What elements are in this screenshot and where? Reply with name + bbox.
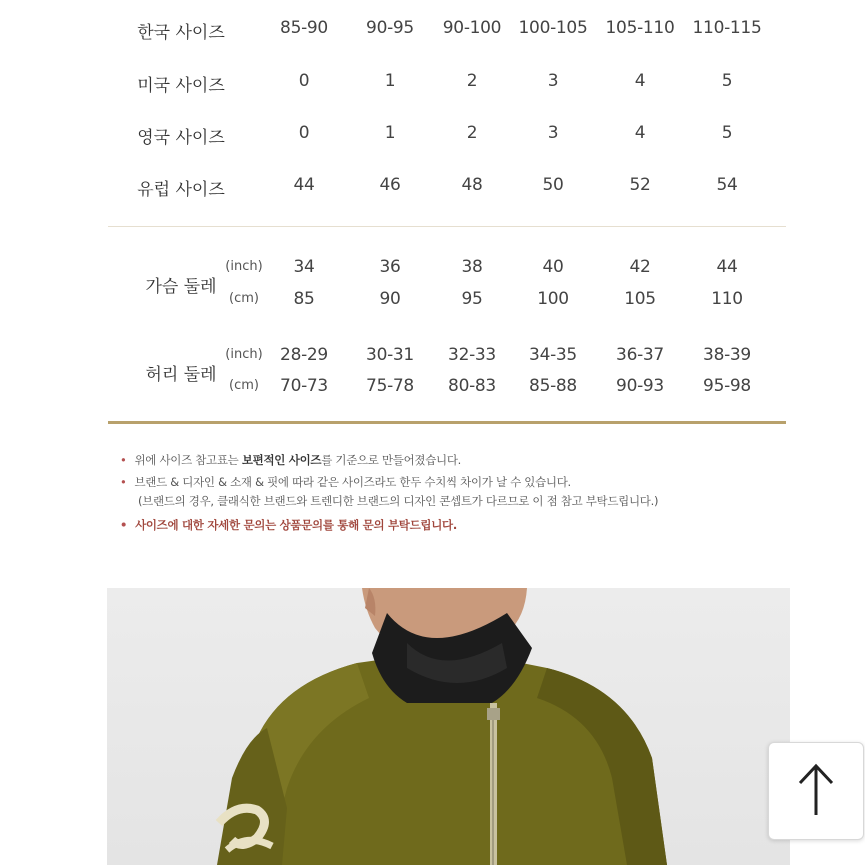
measure-cell: 95-98 [703, 376, 751, 396]
measure-cell: 36-37 [616, 345, 664, 365]
measure-cell: 110 [711, 289, 743, 309]
size-row-label: 미국 사이즈 [137, 76, 225, 96]
measure-cell: 40 [542, 257, 564, 277]
measure-unit-label: (cm) [229, 291, 259, 306]
table-divider [108, 226, 786, 227]
arrow-up-icon [796, 761, 836, 821]
size-cell: 4 [634, 71, 646, 91]
measure-cell: 95 [461, 289, 483, 309]
size-cell: 52 [629, 175, 651, 195]
size-cell: 5 [721, 123, 733, 143]
size-cell: 54 [716, 175, 738, 195]
note-1: • 위에 사이즈 참고표는 보편적인 사이즈를 기준으로 만들어졌습니다. [120, 453, 461, 467]
table-bottom-border [108, 421, 786, 424]
size-cell: 5 [721, 71, 733, 91]
product-photo [107, 588, 790, 865]
measure-cell: 75-78 [366, 376, 414, 396]
measure-unit-label: (inch) [225, 259, 263, 274]
size-cell: 48 [461, 175, 483, 195]
size-cell: 2 [466, 71, 478, 91]
note-bullet: • [120, 475, 127, 489]
size-cell: 0 [298, 71, 310, 91]
note-3: • 사이즈에 대한 자세한 문의는 상품문의를 통해 문의 부탁드립니다. [120, 518, 457, 532]
measure-unit-label: (cm) [229, 378, 259, 393]
measure-cell: 34 [293, 257, 315, 277]
measure-cell: 70-73 [280, 376, 328, 396]
size-row-label: 한국 사이즈 [137, 23, 225, 43]
size-row-label: 영국 사이즈 [137, 128, 225, 148]
size-cell: 3 [547, 123, 559, 143]
scroll-top-button[interactable] [768, 742, 864, 840]
measure-cell: 90-93 [616, 376, 664, 396]
measure-cell: 36 [379, 257, 401, 277]
size-cell: 100-105 [518, 18, 588, 38]
size-cell: 85-90 [280, 18, 328, 38]
measure-cell: 90 [379, 289, 401, 309]
size-cell: 90-95 [366, 18, 414, 38]
jacket-illustration [107, 588, 790, 865]
measure-cell: 34-35 [529, 345, 577, 365]
size-cell: 50 [542, 175, 564, 195]
measure-cell: 85-88 [529, 376, 577, 396]
size-cell: 4 [634, 123, 646, 143]
note-2: • 브랜드 & 디자인 & 소재 & 핏에 따라 같은 사이즈라도 한두 수치씩 차이가 날 수 있습니다. [120, 475, 571, 489]
measure-cell: 38 [461, 257, 483, 277]
note-2-sub: (브랜드의 경우, 클래식한 브랜드와 트렌디한 브랜드의 디자인 콘셉트가 다르므로 이 점 참고 부탁드립니다.) [138, 494, 659, 508]
measure-group-label: 허리 둘레 [145, 365, 217, 385]
measure-cell: 38-39 [703, 345, 751, 365]
measure-cell: 30-31 [366, 345, 414, 365]
size-cell: 1 [384, 71, 396, 91]
size-cell: 46 [379, 175, 401, 195]
measure-cell: 28-29 [280, 345, 328, 365]
measure-cell: 44 [716, 257, 738, 277]
measure-group-label: 가슴 둘레 [145, 277, 217, 297]
size-cell: 2 [466, 123, 478, 143]
size-cell: 110-115 [692, 18, 762, 38]
measure-cell: 105 [624, 289, 656, 309]
measure-cell: 80-83 [448, 376, 496, 396]
size-cell: 1 [384, 123, 396, 143]
measure-cell: 32-33 [448, 345, 496, 365]
note-bullet: • [120, 453, 127, 467]
size-row-label: 유럽 사이즈 [137, 180, 225, 200]
size-cell: 90-100 [442, 18, 502, 38]
measure-cell: 100 [537, 289, 569, 309]
size-cell: 105-110 [605, 18, 675, 38]
measure-cell: 42 [629, 257, 651, 277]
note-bullet: • [120, 518, 128, 532]
size-cell: 3 [547, 71, 559, 91]
measure-unit-label: (inch) [225, 347, 263, 362]
size-cell: 44 [293, 175, 315, 195]
measure-cell: 85 [293, 289, 315, 309]
size-cell: 0 [298, 123, 310, 143]
